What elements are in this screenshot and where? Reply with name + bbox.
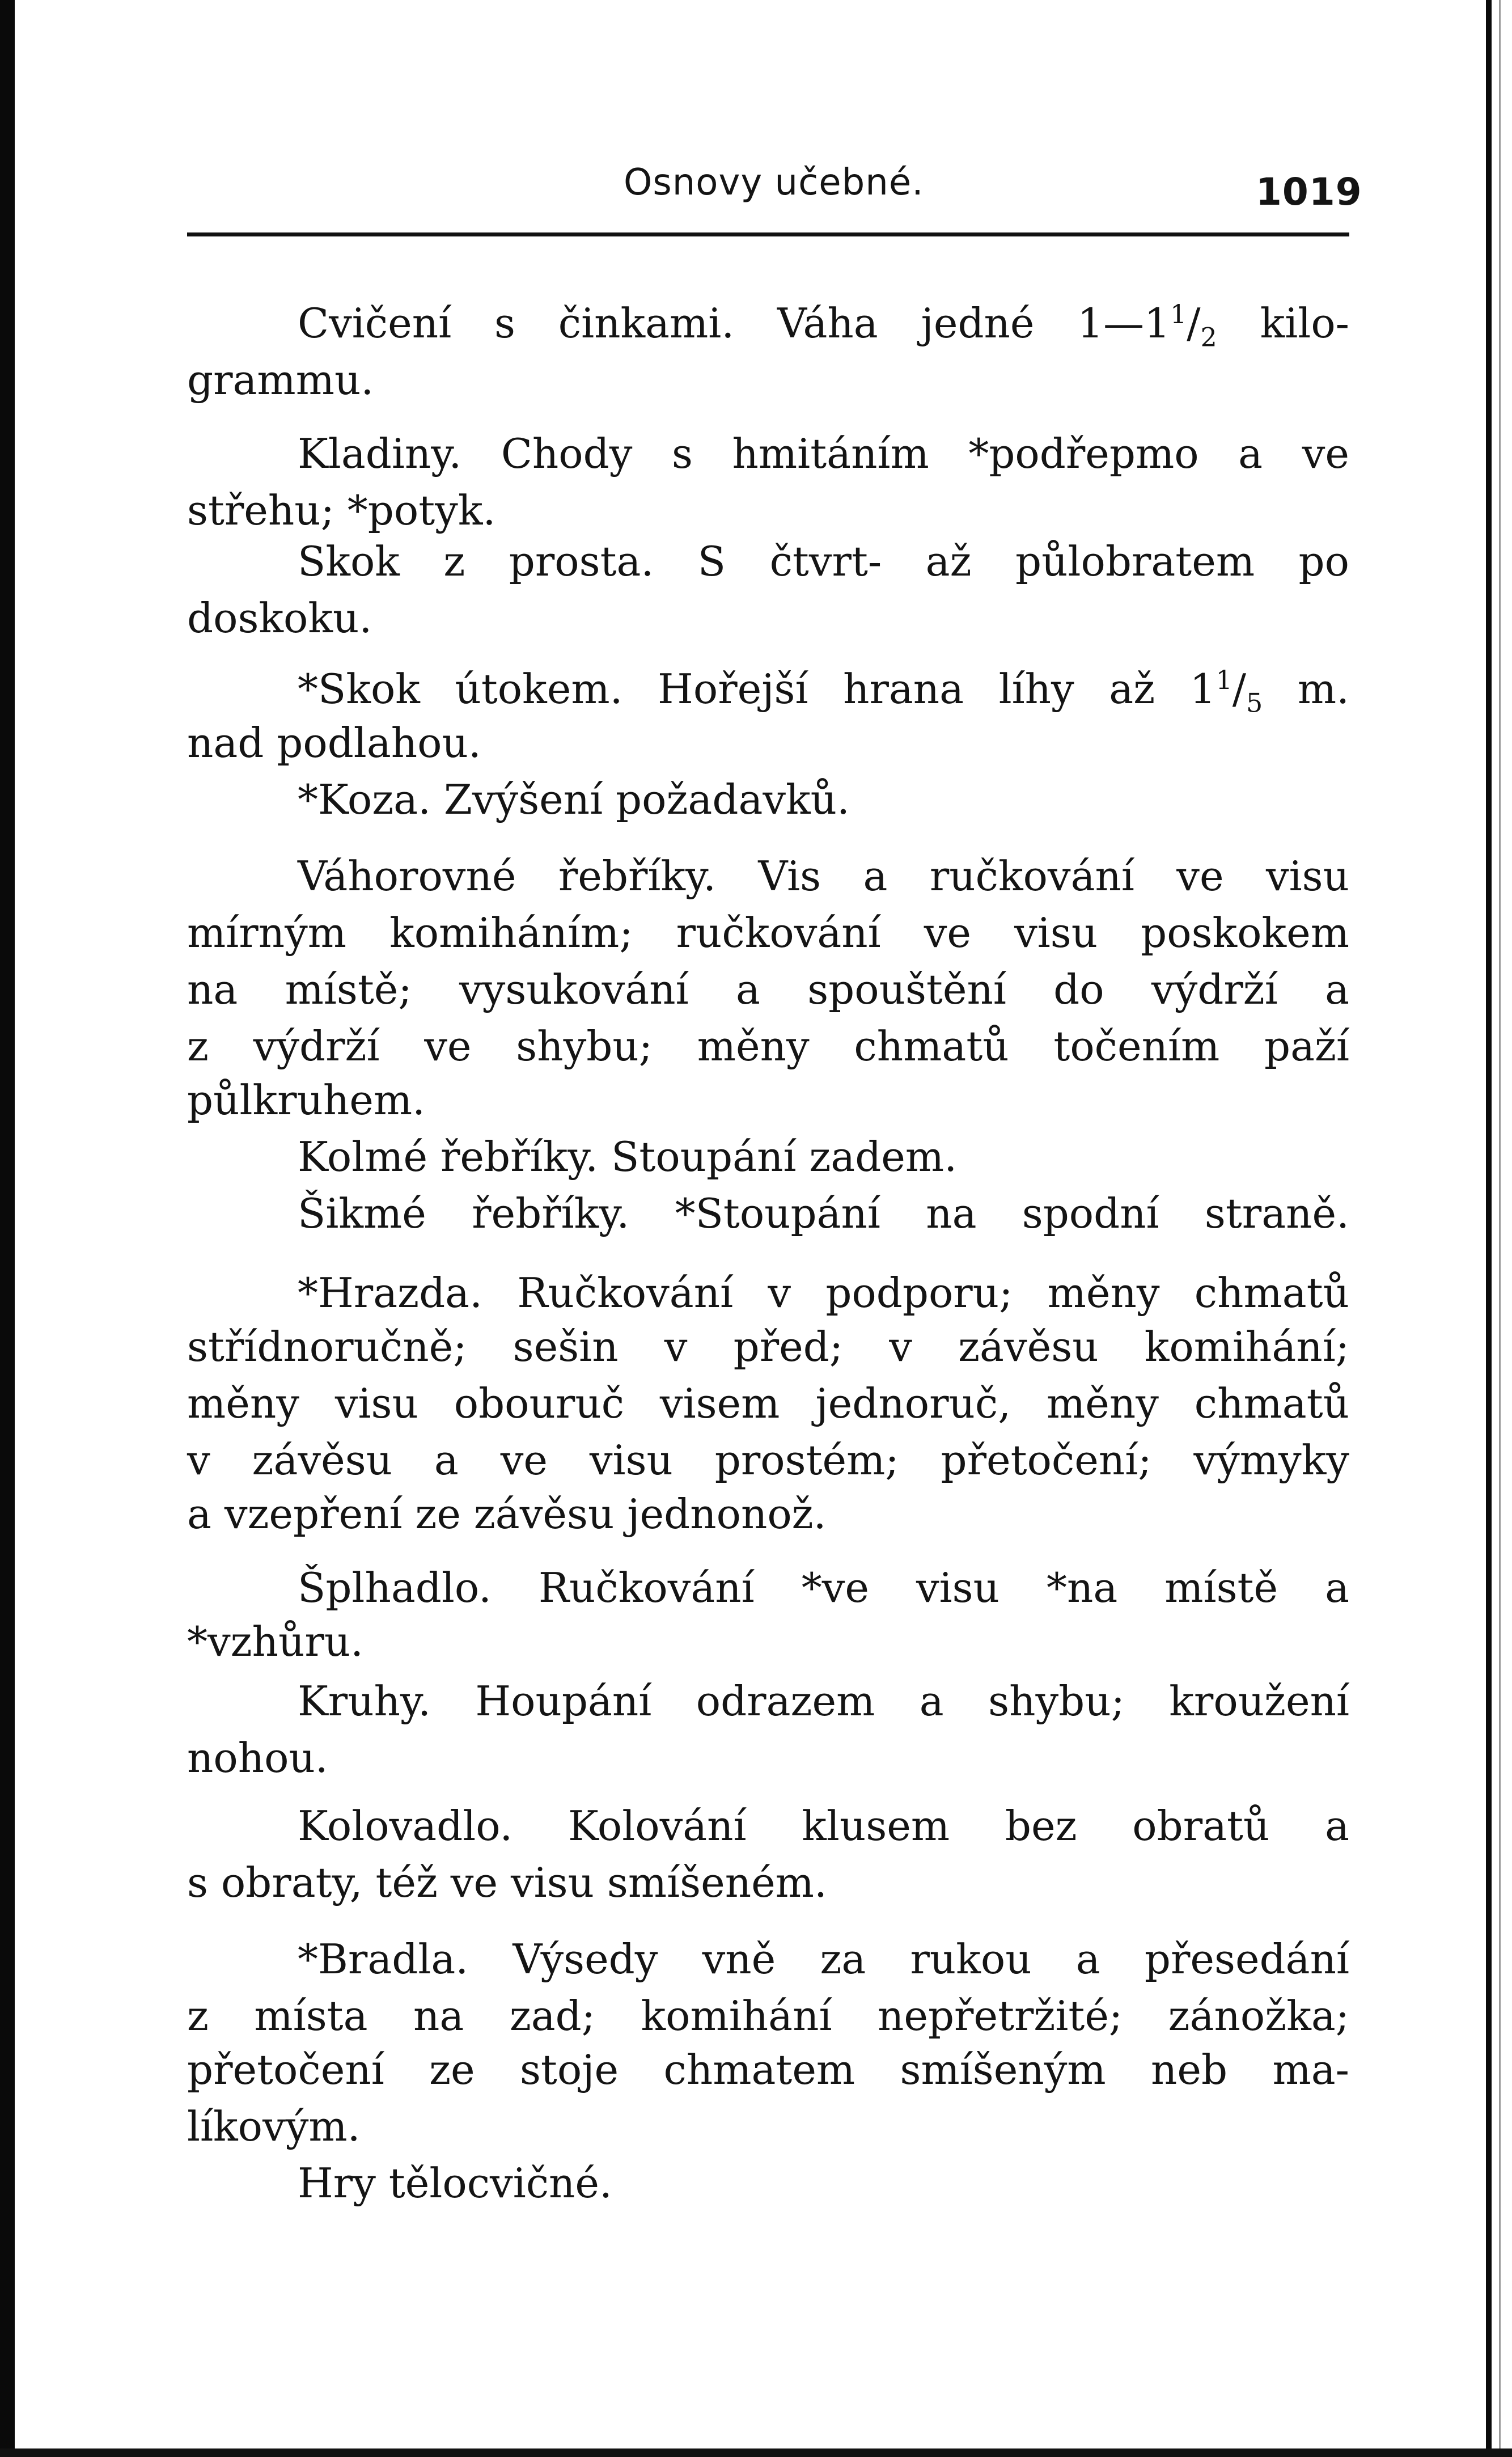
text-line: a vzepření ze závěsu jednonož. — [187, 1490, 827, 1538]
text-line: líkovým. — [187, 2103, 361, 2150]
text-line: z výdrží ve shybu; měny chmatů točením paží — [187, 1022, 1349, 1070]
text-line: Kruhy. Houpání odrazem a shybu; kroužení — [298, 1677, 1349, 1725]
fraction-numerator: 1 — [1170, 299, 1187, 329]
text-line: Hry tělocvičné. — [298, 2159, 612, 2207]
text-line: v závěsu a ve visu prostém; přetočení; výmyky — [187, 1436, 1349, 1484]
text-line: Kladiny. Chody s hmitáním *podřepmo a ve — [298, 430, 1349, 477]
text-line: *Koza. Zvýšení požadavků. — [298, 776, 850, 823]
line-text: kilo- — [1217, 299, 1349, 347]
scan-right-edge-thin — [1499, 0, 1501, 2457]
text-line: grammu. — [187, 356, 374, 404]
text-line: Kolmé řebříky. Stoupání zadem. — [298, 1133, 958, 1181]
page-number: 1019 — [1256, 170, 1362, 214]
line-text: m. — [1263, 665, 1350, 713]
scan-left-edge — [0, 0, 15, 2457]
text-line: Cvičení s činkami. Váha jedné $1—1^1/_2$ kilo- — [298, 299, 1349, 353]
line-text: Cvičení s činkami. Váha jedné 1—1 — [298, 299, 1170, 347]
text-line: měny visu obouruč visem jednoruč, měny chmatů — [187, 1380, 1349, 1427]
text-line: *Hrazda. Ručkování v podporu; měny chmatů — [298, 1269, 1349, 1317]
line-text: *Skok útokem. Hořejší hrana líhy až 1 — [298, 665, 1216, 713]
text-line: půlkruhem. — [187, 1076, 426, 1124]
text-line: z místa na zad; komihání nepřetržité; zánožka; — [187, 1992, 1349, 2040]
text-line: střídnoručně; sešin v před; v závěsu komihání; — [187, 1323, 1349, 1371]
fraction-numerator: 1 — [1215, 665, 1233, 695]
text-line: Šplhadlo. Ručkování *ve visu *na místě a — [298, 1564, 1349, 1612]
text-line: *Skok útokem. Hořejší hrana líhy až $1^1/_5$ m. — [298, 665, 1350, 718]
header-rule — [187, 232, 1349, 236]
text-line: *Bradla. Výsedy vně za rukou a přesedání — [298, 1935, 1349, 1983]
running-title: Osnovy učebné. — [624, 162, 924, 204]
text-line: Šikmé řebříky. *Stoupání na spodní straně. — [298, 1190, 1349, 1237]
text-line: nohou. — [187, 1734, 328, 1782]
text-line: Kolovadlo. Kolování klusem bez obratů a — [298, 1802, 1349, 1850]
text-line: přetočení ze stoje chmatem smíšeným neb ma- — [187, 2046, 1349, 2094]
text-line: Váhorovné řebříky. Vis a ručkování ve visu — [298, 852, 1349, 900]
text-line: mírným komiháním; ručkování ve visu poskokem — [187, 909, 1349, 957]
text-line: doskoku. — [187, 594, 372, 642]
text-line: Skok z prosta. S čtvrt- až půlobratem po — [298, 538, 1349, 585]
scan-bottom-edge — [0, 2448, 1512, 2457]
scan-right-edge — [1486, 0, 1492, 2457]
text-line: střehu; *potyk. — [187, 487, 496, 534]
text-line: s obraty, též ve visu smíšeném. — [187, 1859, 827, 1906]
text-line: nad podlahou. — [187, 719, 481, 767]
fraction-denominator: 5 — [1246, 687, 1263, 718]
text-line: *vzhůru. — [187, 1618, 364, 1665]
text-line: na místě; vysukování a spouštění do výdrží a — [187, 966, 1349, 1013]
fraction-denominator: 2 — [1200, 322, 1217, 353]
